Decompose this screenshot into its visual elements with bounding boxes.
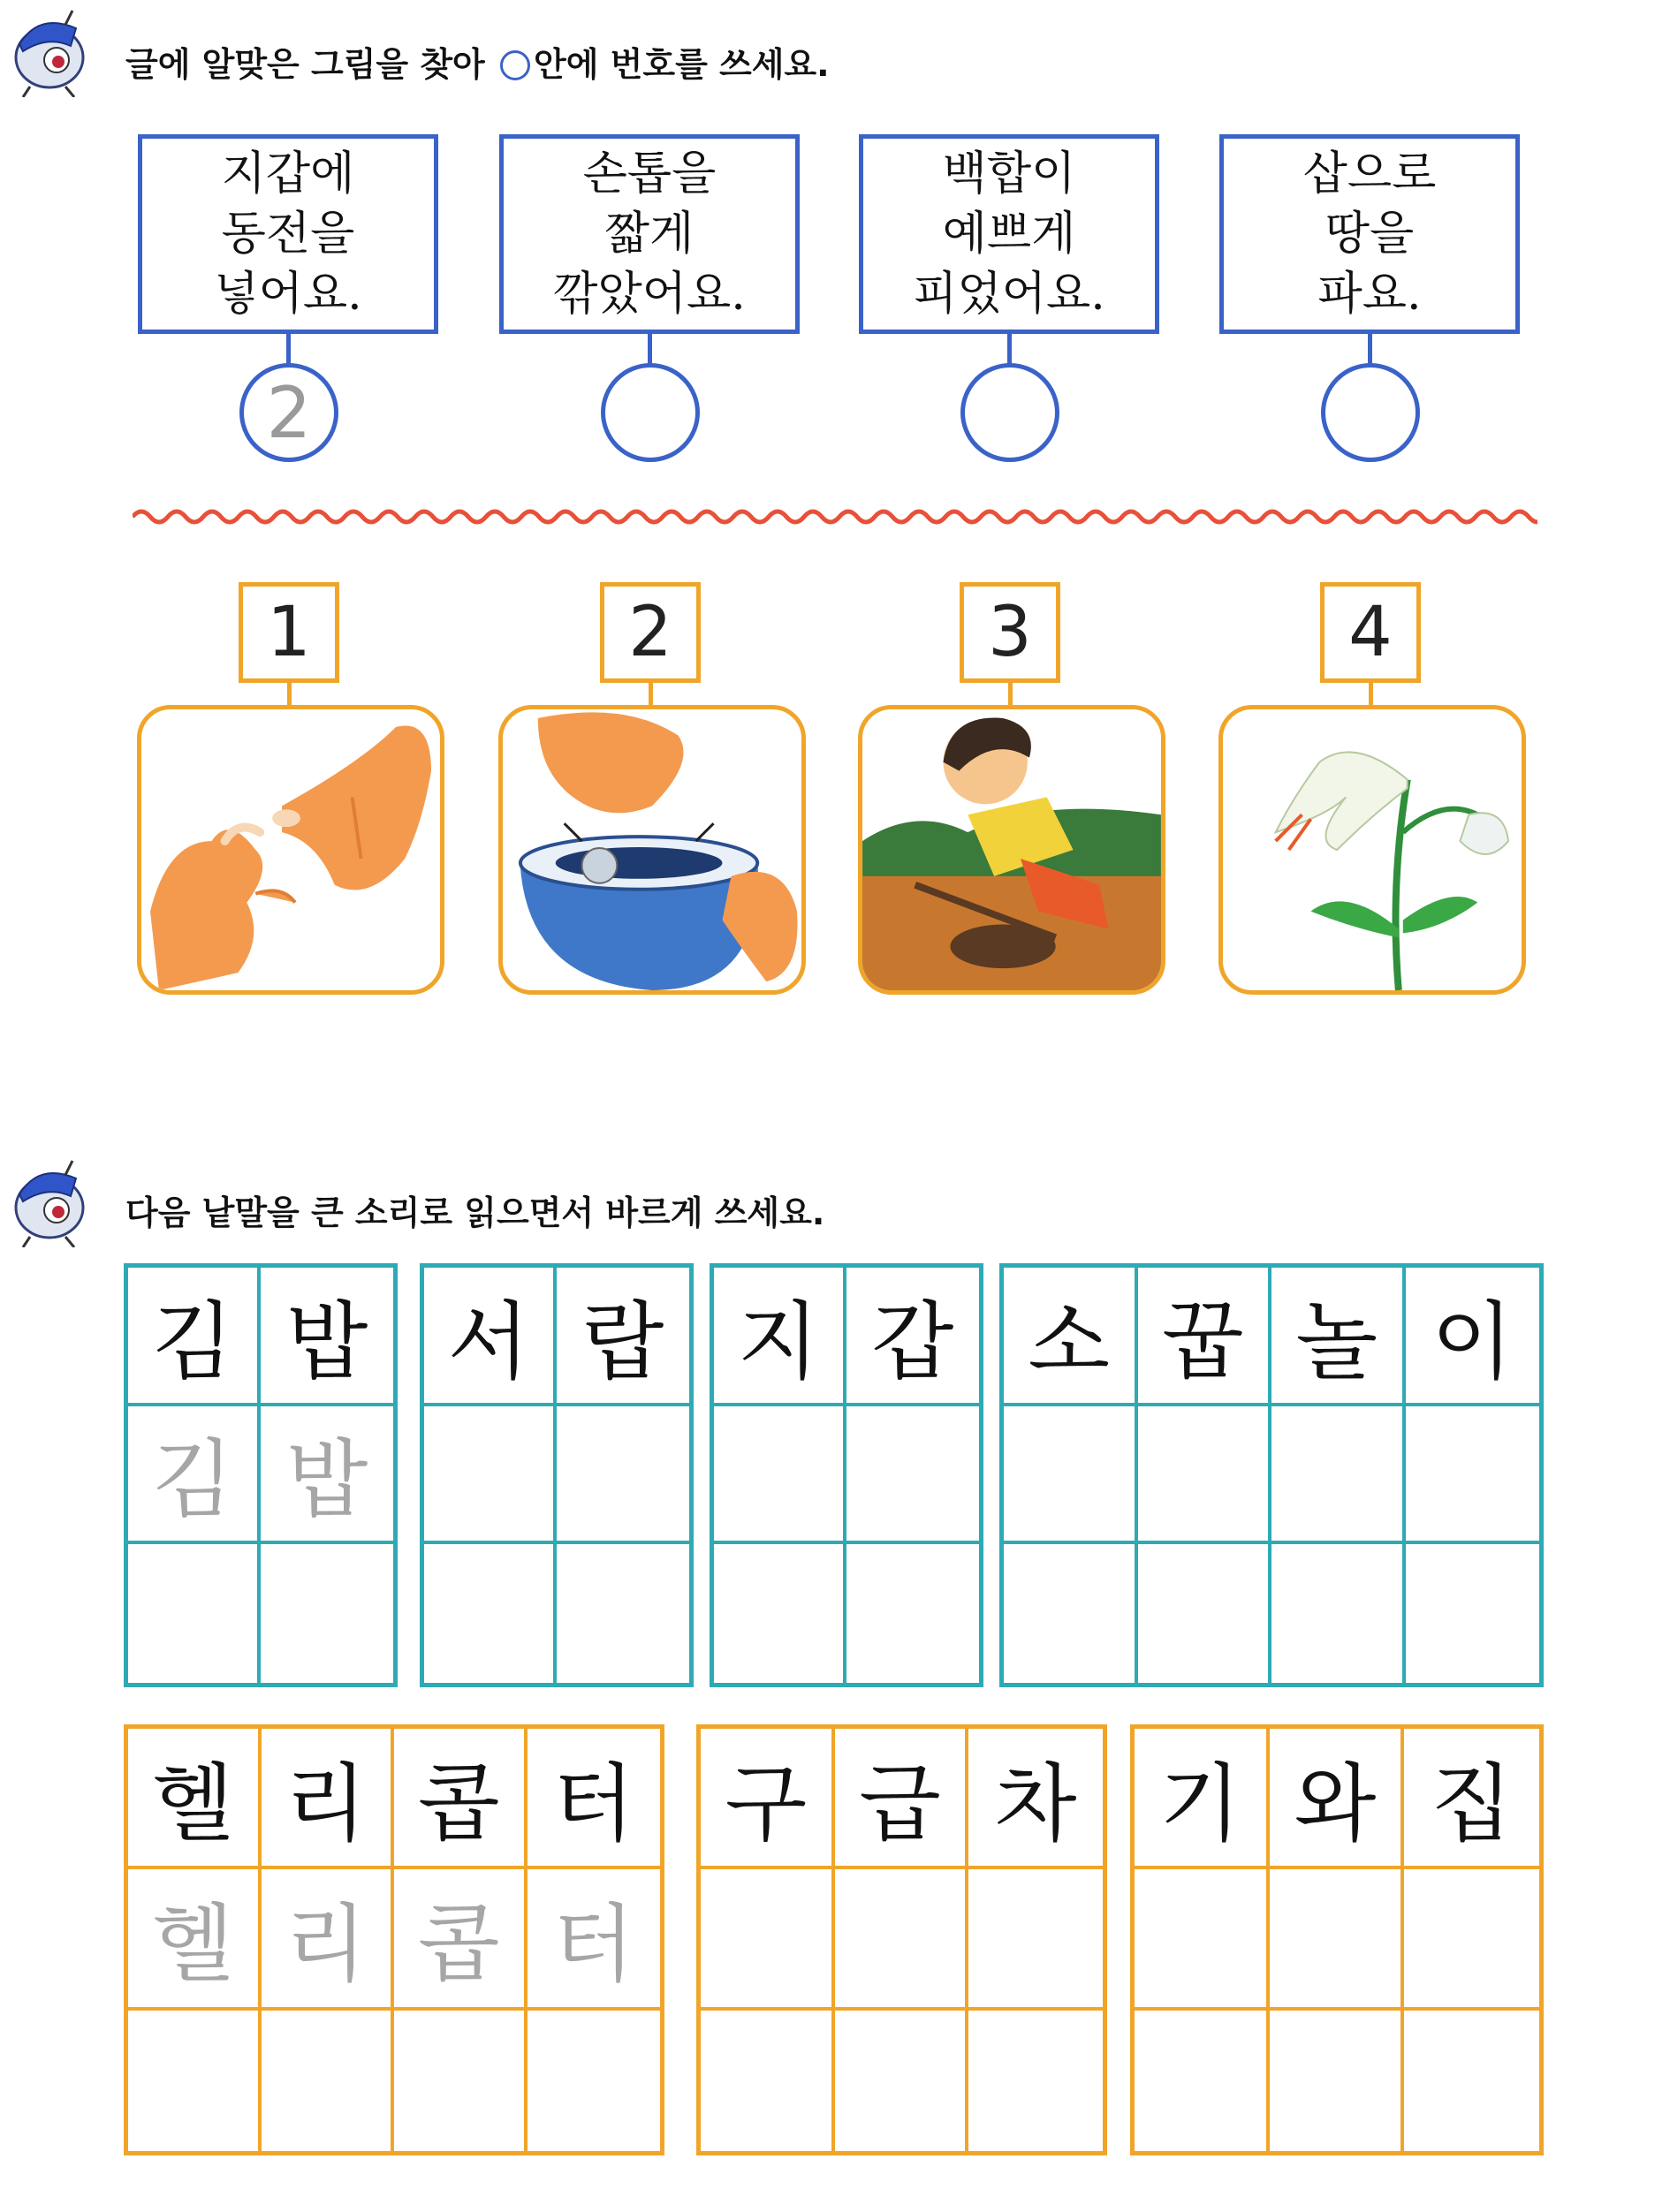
- writing-cell[interactable]: [1406, 1544, 1540, 1683]
- trace-character-cell[interactable]: [1406, 1406, 1540, 1545]
- trace-character-cell[interactable]: [1138, 1406, 1272, 1545]
- writing-cell[interactable]: [714, 1544, 846, 1683]
- picture-number-2: [600, 582, 701, 683]
- mascot-icon: [4, 9, 92, 97]
- writing-cell[interactable]: [262, 2011, 395, 2151]
- model-character: 랍: [557, 1268, 689, 1406]
- writing-cell[interactable]: [968, 2011, 1103, 2151]
- connector-line: [1007, 334, 1012, 364]
- sentence-line: 파요.: [1317, 268, 1422, 321]
- trace-character-cell[interactable]: 헬: [128, 1869, 262, 2010]
- sentence-line: 짧게: [604, 208, 695, 261]
- trace-character-cell[interactable]: [1271, 1406, 1406, 1545]
- model-character: 갑: [846, 1268, 979, 1406]
- answer-ring-icon: [500, 50, 530, 80]
- sentence-line: 예쁘게: [942, 208, 1076, 261]
- model-character: 이: [1406, 1268, 1540, 1406]
- wavy-divider: [133, 504, 1537, 530]
- connector-line: [286, 334, 291, 364]
- word-grid-5: [124, 1724, 664, 2155]
- sentence-box-4: [1219, 134, 1520, 334]
- writing-cell[interactable]: [1404, 2011, 1539, 2151]
- writing-cell[interactable]: [394, 2011, 528, 2151]
- trace-character-cell[interactable]: [968, 1869, 1103, 2010]
- trace-character-cell[interactable]: [1270, 1869, 1405, 2010]
- model-character: 놀: [1271, 1268, 1406, 1406]
- instruction-text-end: 안에 번호를 쓰세요.: [534, 45, 830, 84]
- picture-connector: [1369, 682, 1373, 705]
- sentence-line: 삽으로: [1302, 148, 1437, 201]
- writing-cell[interactable]: [128, 2011, 262, 2151]
- model-character: 터: [528, 1729, 661, 1869]
- trace-character-cell[interactable]: [557, 1406, 689, 1545]
- picture-number-text: 3: [988, 593, 1032, 672]
- trace-character-cell[interactable]: 김: [128, 1406, 261, 1545]
- model-character: 지: [714, 1268, 846, 1406]
- boy-digging-picture-icon: [862, 709, 1161, 990]
- writing-cell[interactable]: [1270, 2011, 1405, 2151]
- picture-connector: [287, 682, 292, 705]
- picture-number-1: [239, 582, 339, 683]
- picture-connector: [1008, 682, 1013, 705]
- trace-character-cell[interactable]: [846, 1406, 979, 1545]
- trace-character-cell[interactable]: [1404, 1869, 1539, 2010]
- answer-circle-3[interactable]: [960, 363, 1059, 462]
- sentence-box-2: [499, 134, 800, 334]
- writing-cell[interactable]: [1271, 1544, 1406, 1683]
- sentence-line: 지갑에: [221, 148, 355, 201]
- writing-cell[interactable]: [835, 2011, 969, 2151]
- writing-cell[interactable]: [128, 1544, 261, 1683]
- writing-cell[interactable]: [528, 2011, 661, 2151]
- writing-cell[interactable]: [557, 1544, 689, 1683]
- writing-cell[interactable]: [1138, 1544, 1272, 1683]
- writing-cell[interactable]: [1135, 2011, 1270, 2151]
- fingernails-picture-icon: [141, 709, 440, 990]
- instruction-text-start: 글에 알맞은 그림을 찾아: [125, 45, 485, 84]
- answer-value: 2: [266, 371, 312, 454]
- answer-circle-4[interactable]: [1321, 363, 1420, 462]
- sentence-line: 동전을: [221, 208, 355, 261]
- trace-character-cell[interactable]: [835, 1869, 969, 2010]
- trace-character-cell[interactable]: [1004, 1406, 1138, 1545]
- picture-number-3: [960, 582, 1060, 683]
- writing-cell[interactable]: [424, 1544, 557, 1683]
- answer-circle-2[interactable]: [601, 363, 700, 462]
- mascot-icon: [4, 1159, 92, 1247]
- sentence-box-1: [138, 134, 438, 334]
- word-grid-4: [999, 1263, 1544, 1687]
- picture-3[interactable]: [858, 705, 1165, 995]
- model-character: 구: [701, 1729, 835, 1869]
- model-character: 콥: [394, 1729, 528, 1869]
- trace-character-cell[interactable]: 콥: [394, 1869, 528, 2010]
- answer-circle-1[interactable]: [239, 363, 338, 462]
- model-character: 김: [128, 1268, 261, 1406]
- model-character: 와: [1270, 1729, 1405, 1869]
- writing-cell[interactable]: [701, 2011, 835, 2151]
- model-character: 헬: [128, 1729, 262, 1869]
- section1-instruction: [125, 37, 830, 86]
- picture-connector: [649, 682, 653, 705]
- model-character: 리: [262, 1729, 395, 1869]
- writing-cell[interactable]: [1004, 1544, 1138, 1683]
- model-character: 집: [1404, 1729, 1539, 1869]
- sentence-line: 땅을: [1325, 208, 1415, 261]
- trace-character-cell[interactable]: [714, 1406, 846, 1545]
- picture-2[interactable]: [498, 705, 806, 995]
- writing-cell[interactable]: [846, 1544, 979, 1683]
- word-grid-1: [124, 1263, 398, 1687]
- picture-number-4: [1320, 582, 1421, 683]
- connector-line: [648, 334, 652, 364]
- lily-flower-picture-icon: [1223, 709, 1522, 990]
- model-character: 밥: [261, 1268, 393, 1406]
- model-character: 기: [1135, 1729, 1270, 1869]
- model-character: 꿉: [1138, 1268, 1272, 1406]
- picture-1[interactable]: [137, 705, 444, 995]
- sentence-line: 넣어요.: [214, 268, 362, 321]
- writing-cell[interactable]: [261, 1544, 393, 1683]
- trace-character-cell[interactable]: [1135, 1869, 1270, 2010]
- trace-character-cell[interactable]: [424, 1406, 557, 1545]
- trace-character-cell[interactable]: [701, 1869, 835, 2010]
- sentence-box-3: [859, 134, 1159, 334]
- picture-number-text: 2: [628, 593, 672, 672]
- sentence-line: 깎았어요.: [553, 268, 746, 321]
- word-grid-2: [420, 1263, 694, 1687]
- picture-number-text: 4: [1348, 593, 1393, 672]
- connector-line: [1368, 334, 1372, 364]
- model-character: 급: [835, 1729, 969, 1869]
- model-character: 소: [1004, 1268, 1138, 1406]
- trace-character-cell[interactable]: 터: [528, 1869, 661, 2010]
- trace-character-cell[interactable]: 리: [262, 1869, 395, 2010]
- model-character: 서: [424, 1268, 557, 1406]
- picture-number-text: 1: [267, 593, 311, 672]
- model-character: 차: [968, 1729, 1103, 1869]
- sentence-line: 백합이: [942, 148, 1076, 201]
- coin-purse-picture-icon: [503, 709, 801, 990]
- word-grid-6: [696, 1724, 1107, 2155]
- trace-character-cell[interactable]: 밥: [261, 1406, 393, 1545]
- sentence-line: 피었어요.: [913, 268, 1105, 321]
- sentence-line: 손톱을: [582, 148, 717, 201]
- word-grid-7: [1130, 1724, 1544, 2155]
- picture-4[interactable]: [1218, 705, 1526, 995]
- section2-instruction: 다음 낱말을 큰 소리로 읽으면서 바르게 쓰세요.: [125, 1193, 825, 1232]
- word-grid-3: [710, 1263, 983, 1687]
